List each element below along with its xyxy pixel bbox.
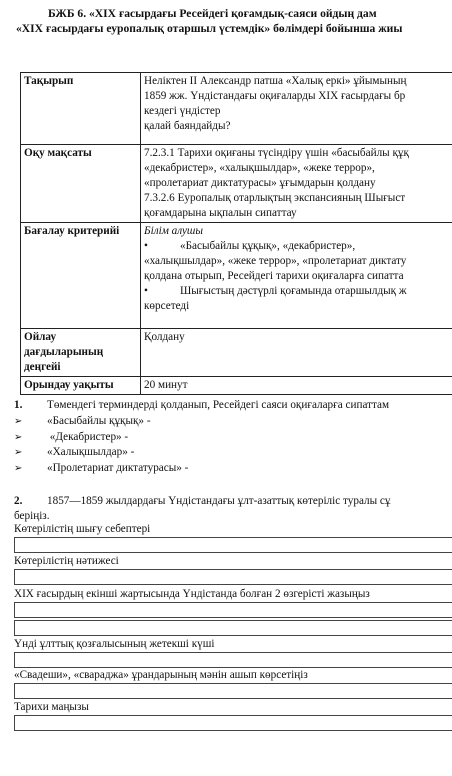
- task-2-prompt: [14, 494, 390, 509]
- field-label: Көтерілістің шығу себептері: [14, 523, 151, 535]
- field-label: Көтерілістің нәтижесі: [14, 555, 119, 567]
- criteria-bullet-1: • «Басыбайлы құқық», «декабристер»,: [144, 240, 356, 252]
- criteria-value: [141, 223, 452, 329]
- goal-line: қоғамдарына ықпалын сипаттау: [144, 207, 297, 219]
- answer-box[interactable]: [14, 602, 452, 618]
- list-item: ➢ «Декабристер» -: [14, 430, 188, 446]
- answer-box[interactable]: [14, 537, 452, 553]
- arrow-icon: ➢: [14, 416, 23, 427]
- field-label: Үнді ұлттық қозғалысының жетекші күші: [14, 638, 215, 650]
- title-line-2: «XIX ғасырдағы еуропалық отаршыл үстемдік» бөлімдері бойынша жиы: [16, 22, 403, 35]
- arrow-icon: ➢: [14, 447, 23, 458]
- time-label: Орындау уақыты: [21, 377, 141, 395]
- answer-box[interactable]: [14, 683, 452, 699]
- time-row: [21, 377, 452, 395]
- topic-label: Тақырып: [21, 73, 141, 145]
- criteria-bullet-2: • Шығыстың дәстүрлі қоғамында отаршылдық ж: [144, 285, 407, 297]
- field-label: Тарихи маңызы: [14, 701, 89, 713]
- criteria-row: [21, 223, 452, 329]
- answer-box[interactable]: [14, 620, 452, 636]
- document-title: [0, 6, 452, 36]
- topic-value: [141, 73, 452, 145]
- criteria-label: Бағалау критерийі: [21, 223, 141, 329]
- arrow-icon: ➢: [14, 462, 23, 474]
- goal-line: «пролетариат диктатурасы» ұғымдарын қолдану: [144, 177, 376, 189]
- list-item: ➢ «Пролетариат диктатурасы» -: [14, 461, 188, 477]
- criteria-line: көрсетеді: [144, 300, 190, 312]
- criteria-intro: Білім алушы: [144, 225, 203, 237]
- goal-line: 7.2.3.1 Тарихи оқиғаны түсіндіру үшін «басыбайлы құқ: [144, 147, 409, 159]
- field-label: XIX ғасырдың екінші жартысында Үндістанда болған 2 өзгерісті жазыңыз: [14, 588, 370, 600]
- answer-field-slogans: [14, 668, 452, 699]
- skills-value: Қолдану: [141, 329, 452, 377]
- goal-value: [141, 145, 452, 223]
- answer-field-changes: [14, 587, 452, 636]
- goal-row: [21, 145, 452, 223]
- skills-row: [21, 329, 452, 377]
- task-1-prompt: [14, 398, 389, 413]
- skills-label: Ойлау дағдыларының деңгейі: [21, 329, 141, 377]
- list-item: ➢ «Басыбайлы құқық» -: [14, 414, 188, 430]
- goal-line: 7.3.2.6 Еуропалық отарлықтың экспансияның Шығыст: [144, 192, 406, 204]
- info-table: [20, 72, 452, 395]
- answer-field-result: [14, 554, 452, 585]
- bullet-icon: •: [144, 240, 148, 252]
- task-1-text: Төмендегі терминдерді қолданып, Ресейдегі саяси оқиғаларға сипаттам: [47, 399, 390, 411]
- goal-label: Оқу мақсаты: [21, 145, 141, 223]
- topic-line: қалай баяндайды?: [144, 120, 231, 132]
- task-1-list: [14, 414, 188, 476]
- answer-box[interactable]: [14, 569, 452, 585]
- arrow-icon: ➢: [14, 431, 23, 443]
- task-1-number: 1.: [14, 399, 23, 411]
- topic-row: [21, 73, 452, 145]
- bullet-icon: •: [144, 285, 148, 297]
- answer-box[interactable]: [14, 652, 452, 668]
- time-value: 20 минут: [141, 377, 452, 395]
- topic-line: 1859 жж. Үндістандағы оқиғаларды XIX ғасырдағы бр: [144, 90, 406, 102]
- answer-box[interactable]: [14, 715, 452, 731]
- answer-field-leading-force: [14, 637, 452, 668]
- topic-line: кездегі үндістер: [144, 105, 221, 117]
- task-2-text-continued: беріңіз.: [14, 510, 50, 522]
- task-2-number: 2.: [14, 495, 23, 507]
- criteria-line: қолдана отырып, Ресейдегі тарихи оқиғаларға сипатта: [144, 270, 404, 282]
- task-2-text: 1857—1859 жылдардағы Үндістандағы ұлт-азаттық көтеріліс туралы сұ: [47, 495, 391, 507]
- goal-line: «декабристер», «халықшылдар», «жеке террор»,: [144, 162, 375, 174]
- criteria-line: «халықшылдар», «жеке террор», «пролетариат диктату: [144, 255, 407, 267]
- answer-field-significance: [14, 700, 452, 731]
- field-label: «Свадеши», «свараджа» ұрандарының мәнін ашып көрсетіңіз: [14, 669, 308, 681]
- title-line-1: БЖБ 6. «XIX ғасырдағы Ресейдегі қоғамдық-саяси ойдың дам: [48, 7, 377, 20]
- topic-line: Неліктен II Александр патша «Халық еркі» ұйымының: [144, 75, 407, 87]
- answer-field-causes: [14, 522, 452, 553]
- list-item: ➢ «Халықшылдар» -: [14, 445, 188, 461]
